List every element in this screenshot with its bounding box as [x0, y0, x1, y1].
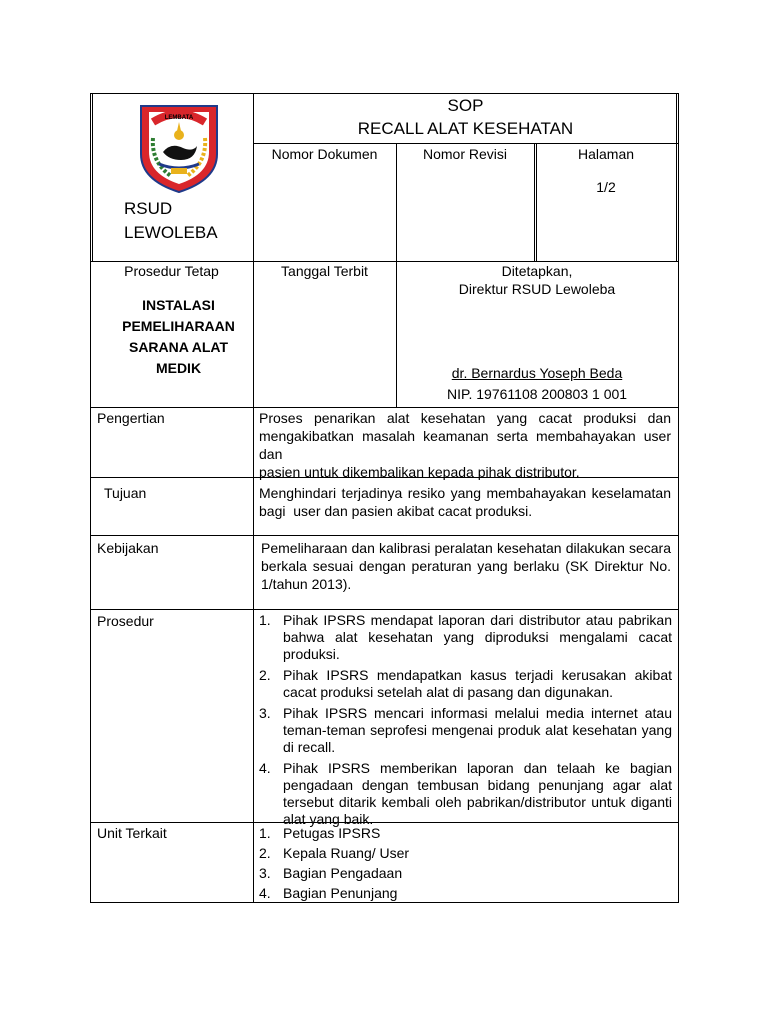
prosedur-content	[254, 612, 672, 832]
nomor-revisi-label: Nomor Revisi	[422, 146, 507, 162]
step-text: Pihak IPSRS mendapatkan kasus terjadi kerusakan akibat cacat produksi setelah alat di pasang dan digunakan.	[283, 667, 672, 700]
kebijakan-divider	[90, 609, 679, 610]
unit-name-line: PEMELIHARAAN	[122, 318, 235, 334]
step-number: 2.	[259, 667, 271, 683]
tujuan-line: Menghindari terjadinya resiko yang membahayakan keselamatan	[259, 485, 671, 501]
tujuan-content	[259, 484, 671, 520]
prosedur-steps	[254, 612, 672, 828]
unit-number: 3.	[259, 865, 271, 881]
unit-item	[254, 863, 672, 883]
step-text: Pihak IPSRS mendapat laporan dari distributor atau pabrikan bahwa alat kesehatan yang diproduksi mengalami cacat produksi.	[283, 612, 672, 662]
signer-name: dr. Bernardus Yoseph Beda	[451, 365, 623, 381]
unit-number: 4.	[259, 885, 271, 901]
unit-text: Bagian Penunjang	[283, 885, 398, 901]
pengertian-line: mengakibatkan masalah keamanan serta membahayakan user dan	[259, 428, 671, 462]
lembata-emblem-logo	[131, 102, 227, 194]
jabatan-text: Direktur RSUD Lewoleba	[458, 281, 616, 297]
sop-document	[90, 93, 679, 903]
kebijakan-line: berkala sesuai dengan peraturan yang berlaku (SK Direktur No.	[261, 558, 671, 574]
border-top	[90, 93, 679, 94]
prosedur-step	[254, 760, 672, 828]
doc-title: RECALL ALAT KESEHATAN	[357, 119, 574, 138]
tujuan-divider	[90, 535, 679, 536]
logo-text: LEMBATA	[164, 115, 194, 121]
pengertian-content	[259, 409, 671, 481]
tanggal-terbit-label: Tanggal Terbit	[281, 263, 368, 279]
pengertian-label: Pengertian	[97, 410, 165, 426]
kebijakan-line: Pemeliharaan dan kalibrasi peralatan kesehatan dilakukan secara	[261, 540, 671, 556]
signer-nip: NIP. 19761108 200803 1 001	[446, 386, 628, 402]
pengertian-line: Proses penarikan alat kesehatan yang cacat produksi dan	[259, 410, 671, 426]
border-left-double	[92, 93, 93, 261]
unit-name	[90, 295, 267, 379]
hospital-name-line2: LEWOLEBA	[124, 223, 218, 242]
unit-name-line: MEDIK	[155, 360, 202, 376]
unit-number: 1.	[259, 825, 271, 841]
halaman-value: 1/2	[596, 179, 616, 195]
unit-name-line: SARANA ALAT	[128, 339, 229, 355]
prosedur-tetap-label: Prosedur Tetap	[124, 263, 219, 279]
border-left	[90, 93, 91, 903]
tujuan-line: bagi user dan pasien akibat cacat produksi.	[259, 503, 533, 519]
prosedur-step	[254, 705, 672, 756]
kebijakan-line: 1/tahun 2013).	[261, 576, 352, 592]
tujuan-label: Tujuan	[104, 485, 147, 501]
unit-number: 2.	[259, 845, 271, 861]
approval-divider	[90, 407, 679, 408]
halaman-divider	[534, 143, 535, 261]
step-text: Pihak IPSRS memberikan laporan dan telaah ke bagian pengadaan dengan tembusan bidang penunjang agar alat tersebut ditarik kembali oleh pabrikan/distributor untuk diganti alat yang baik.	[283, 760, 672, 827]
step-number: 3.	[259, 705, 271, 721]
unit-name-line: INSTALASI	[142, 297, 215, 313]
unit-item	[254, 823, 672, 843]
kebijakan-content	[261, 539, 671, 593]
prosedur-label: Prosedur	[97, 613, 154, 629]
unit-terkait-list	[254, 823, 672, 903]
unit-text: Bagian Pengadaan	[283, 865, 403, 881]
step-text: Pihak IPSRS mencari informasi melalui media internet atau teman-teman seprofesi mengenai produk alat kesehatan yang di recall.	[283, 705, 672, 755]
unit-item	[254, 843, 672, 863]
nomor-dokumen-label: Nomor Dokumen	[271, 146, 378, 162]
step-number: 1.	[259, 612, 271, 628]
pengertian-line: pasien untuk dikembalikan kepada pihak distributor.	[259, 464, 580, 480]
step-number: 4.	[259, 760, 271, 776]
unit-terkait-content	[254, 823, 672, 903]
prosedur-step	[254, 667, 672, 701]
border-right	[678, 93, 679, 903]
prosedur-step	[254, 612, 672, 663]
title-divider	[253, 143, 679, 144]
unit-item	[254, 883, 672, 903]
unit-text: Petugas IPSRS	[283, 825, 381, 841]
unit-terkait-label: Unit Terkait	[97, 825, 167, 841]
hospital-name-line1: RSUD	[124, 199, 173, 218]
doc-type: SOP	[447, 96, 484, 115]
ditetapkan-text: Ditetapkan,	[501, 263, 573, 279]
halaman-label: Halaman	[577, 146, 635, 162]
kebijakan-label: Kebijakan	[97, 540, 159, 556]
unit-text: Kepala Ruang/ User	[283, 845, 410, 861]
